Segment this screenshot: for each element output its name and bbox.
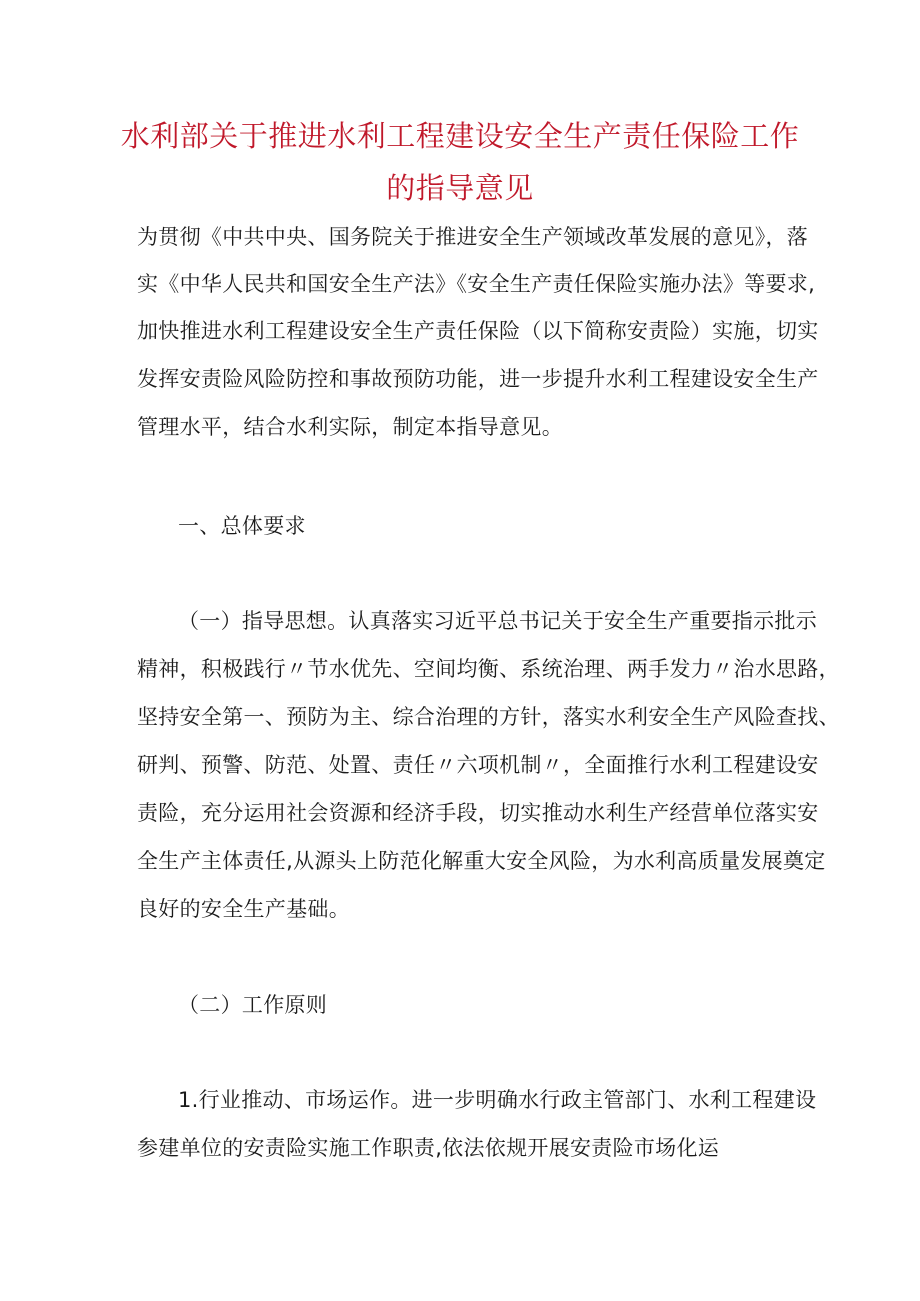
intro-line-1: 为贯彻《中共中央、国务院关于推进安全生产领域改革发展的意见》，落 (137, 225, 809, 249)
para2-line-2: 参建单位的安责险实施工作职责,依法依规开展安责险市场化运 (137, 1136, 720, 1160)
intro-line-4: 发挥安责险风险防控和事故预防功能，进一步提升水利工程建设安全生产 (137, 367, 819, 391)
para1-line-2: 精神，积极践行〃节水优先、空间均衡、系统治理、两手发力〃治水思路， (137, 657, 840, 681)
document-title-line-2: 的指导意见 (386, 171, 534, 205)
para1-line-7: 良好的安全生产基础。 (137, 897, 350, 921)
subsection-heading-working-principles: （二）工作原则 (178, 993, 328, 1017)
para1-line-5: 责险，充分运用社会资源和经济手段，切实推动水利生产经营单位落实安 (137, 801, 819, 825)
para1-line-1: （一）指导思想。认真落实习近平总书记关于安全生产重要指示批示 (178, 609, 817, 633)
document-title-line-1: 水利部关于推进水利工程建设安全生产责任保险工作 (120, 119, 800, 153)
para2-line-1: 1.行业推动、市场运作。进一步明确水行政主管部门、水利工程建设 (178, 1088, 817, 1112)
para1-line-3: 坚持安全第一、预防为主、综合治理的方针，落实水利安全生产风险查找、 (137, 705, 840, 729)
section-heading-general-requirements: 一、总体要求 (178, 514, 306, 538)
intro-line-3: 加快推进水利工程建设安全生产责任保险（以下简称安责险）实施，切实 (137, 319, 819, 343)
intro-line-2: 实《中华人民共和国安全生产法》《安全生产责任保险实施办法》等要求, (137, 272, 816, 296)
para1-line-4: 研判、预警、防范、处置、责任〃六项机制〃，全面推行水利工程建设安 (137, 753, 819, 777)
para1-line-6: 全生产主体责任,从源头上防范化解重大安全风险，为水利高质量发展奠定 (137, 849, 826, 873)
intro-line-5: 管理水平，结合水利实际，制定本指导意见。 (137, 415, 563, 439)
